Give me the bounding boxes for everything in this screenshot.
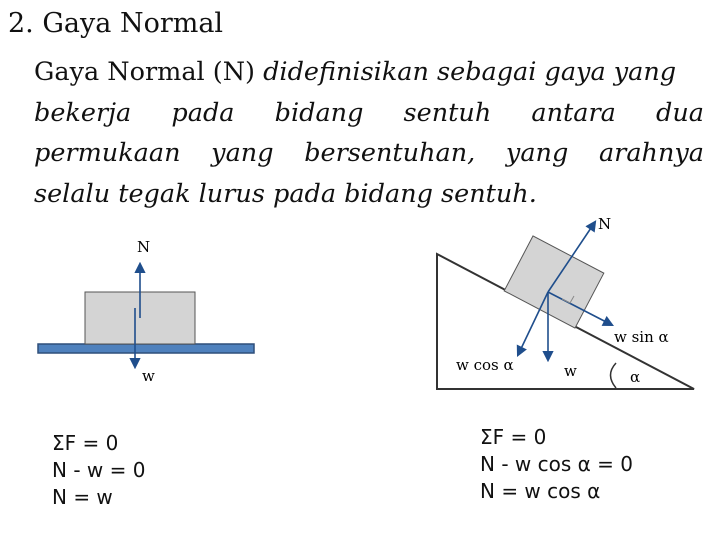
flat-surface-diagram (38, 238, 254, 385)
incline-w-cos-label: w cos α (456, 356, 514, 374)
equation-line: N = w (52, 485, 113, 509)
paragraph-line-3: permukaan yang bersentuhan, yang arahnya (34, 138, 704, 168)
equation-line: N - w cos α = 0 (480, 452, 633, 476)
equation-line: N - w = 0 (52, 458, 146, 482)
flat-surface (38, 344, 254, 353)
equations-flat (52, 430, 145, 511)
page-title: 2. Gaya Normal (8, 8, 224, 39)
incline-normal-label: N (598, 215, 612, 233)
incline-weight-label: w (564, 362, 577, 380)
incline-w-sin-label: w sin α (614, 328, 669, 346)
paragraph-line-4: selalu tegak lurus pada bidang sentuh. (34, 178, 537, 209)
equations-incline (480, 424, 633, 505)
incline-diagram (437, 215, 694, 389)
equation-line: N = w cos α (480, 479, 601, 503)
paragraph-line-1-normal: Gaya Normal (N) (34, 57, 264, 87)
paragraph-line-2: bekerja pada bidang sentuh antara dua (34, 97, 704, 128)
equation-line: ΣF = 0 (480, 425, 547, 449)
flat-weight-label: w (142, 367, 155, 385)
equation-line: ΣF = 0 (52, 431, 119, 455)
paragraph-line-1-italic: didefinisikan sebagai gaya yang (263, 57, 677, 87)
flat-normal-label: N (137, 238, 151, 256)
incline-angle-label: α (630, 368, 641, 386)
